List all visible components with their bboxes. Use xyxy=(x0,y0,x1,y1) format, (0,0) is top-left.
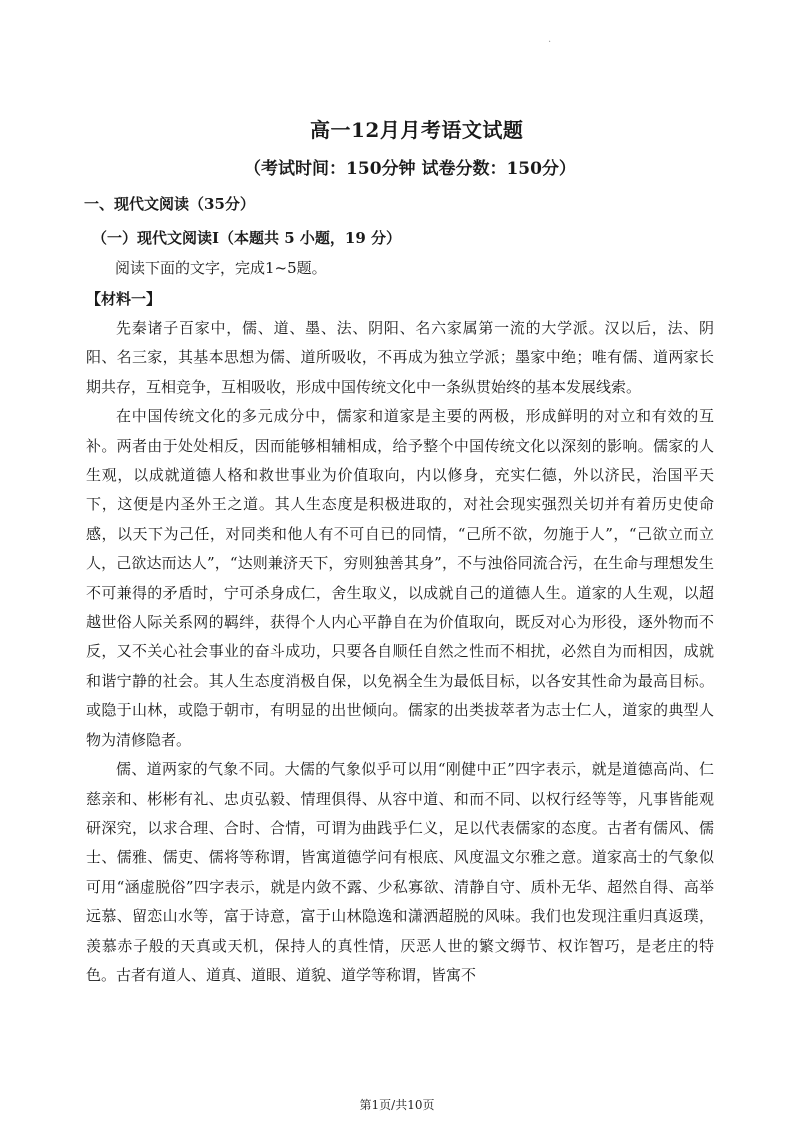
material-text xyxy=(86,314,714,990)
scan-speck: . xyxy=(548,34,552,45)
paragraph: 先秦诸子百家中，儒、道、墨、法、阴阳、名六家属第一流的大学派。汉以后，法、阴阳、名三家，其基本思想为儒、道所吸收，不再成为独立学派；墨家中绝；唯有儒、道两家长期共存，互相竞争，互相吸收，形成中国传统文化中一条纵贯始终的基本发展线索。 xyxy=(86,319,714,396)
exam-title: 高一12月月考语文试题 xyxy=(310,118,524,142)
reading-instruction: 阅读下面的文字，完成1~5题。 xyxy=(115,259,327,277)
page-number: 第1页/共10页 xyxy=(359,1098,435,1112)
exam-subtitle: （考试时间：150分钟 试卷分数：150分） xyxy=(244,159,576,179)
section-subheading: （一）现代文阅读Ⅰ（本题共 5 小题，19 分） xyxy=(92,229,401,247)
paragraph: 在中国传统文化的多元成分中，儒家和道家是主要的两极，形成鲜明的对立和有效的互补。两者由于处处相反，因而能够相辅相成，给予整个中国传统文化以深刻的影响。儒家的人生观，以成就道德人格和救世事业为价值取向，内以修身，充实仁德，外以济民，治国平天下，这便是内圣外王之道。其人生态度是积极进取的，对社会现实强烈关切并有着历史使命感，以天下为己任，对同类和他人有不可自已的同情，“己所不欲，勿施于人”，“己欲立而立人，己欲达而达人”，“达则兼济天下，穷则独善其身”，不与浊俗同流合污，在生命与理想发生不可兼得的矛盾时，宁可杀身成仁，舍生取义，以成就自己的道德人生。道家的人生观，以超越世俗人际关系网的羁绊，获得个人内心平静自在为价值取向，既反对心为形役，逐外物而不反，又不关心社会事业的奋斗成功，只要各自顺任自然之性而不相扰，必然自为而相因，成就和谐宁静的社会。其人生态度消极自保，以免祸全生为最低目标，以各安其性命为最高目标。或隐于山林，或隐于朝市，有明显的出世倾向。儒家的出类拔萃者为志士仁人，道家的典型人物为清修隐者。 xyxy=(86,407,714,749)
paragraph: 儒、道两家的气象不同。大儒的气象似乎可以用“刚健中正”四字表示，就是道德高尚、仁慈亲和、彬彬有礼、忠贞弘毅、情理俱得、从容中道、和而不同、以权行经等等，凡事皆能观研深究，以求合理、合时、合情，可谓为曲践乎仁义，足以代表儒家的态度。古者有儒风、儒士、儒雅、儒吏、儒将等称谓，皆寓道德学问有根底、风度温文尔雅之意。道家高士的气象似可用“涵虚脱俗”四字表示，就是内敛不露、少私寡欲、清静自守、质朴无华、超然自得、高举远慕、留恋山水等，富于诗意，富于山林隐逸和潇洒超脱的风味。我们也发现注重归真返璞，羡慕赤子般的天真或天机，保持人的真性情，厌恶人世的繁文缛节、权诈智巧，是老庄的特色。古者有道人、道真、道眼、道貌、道学等称谓，皆寓不 xyxy=(86,760,714,984)
section-heading: 一、现代文阅读（35分） xyxy=(84,195,255,213)
material-label: 【材料一】 xyxy=(86,290,162,308)
